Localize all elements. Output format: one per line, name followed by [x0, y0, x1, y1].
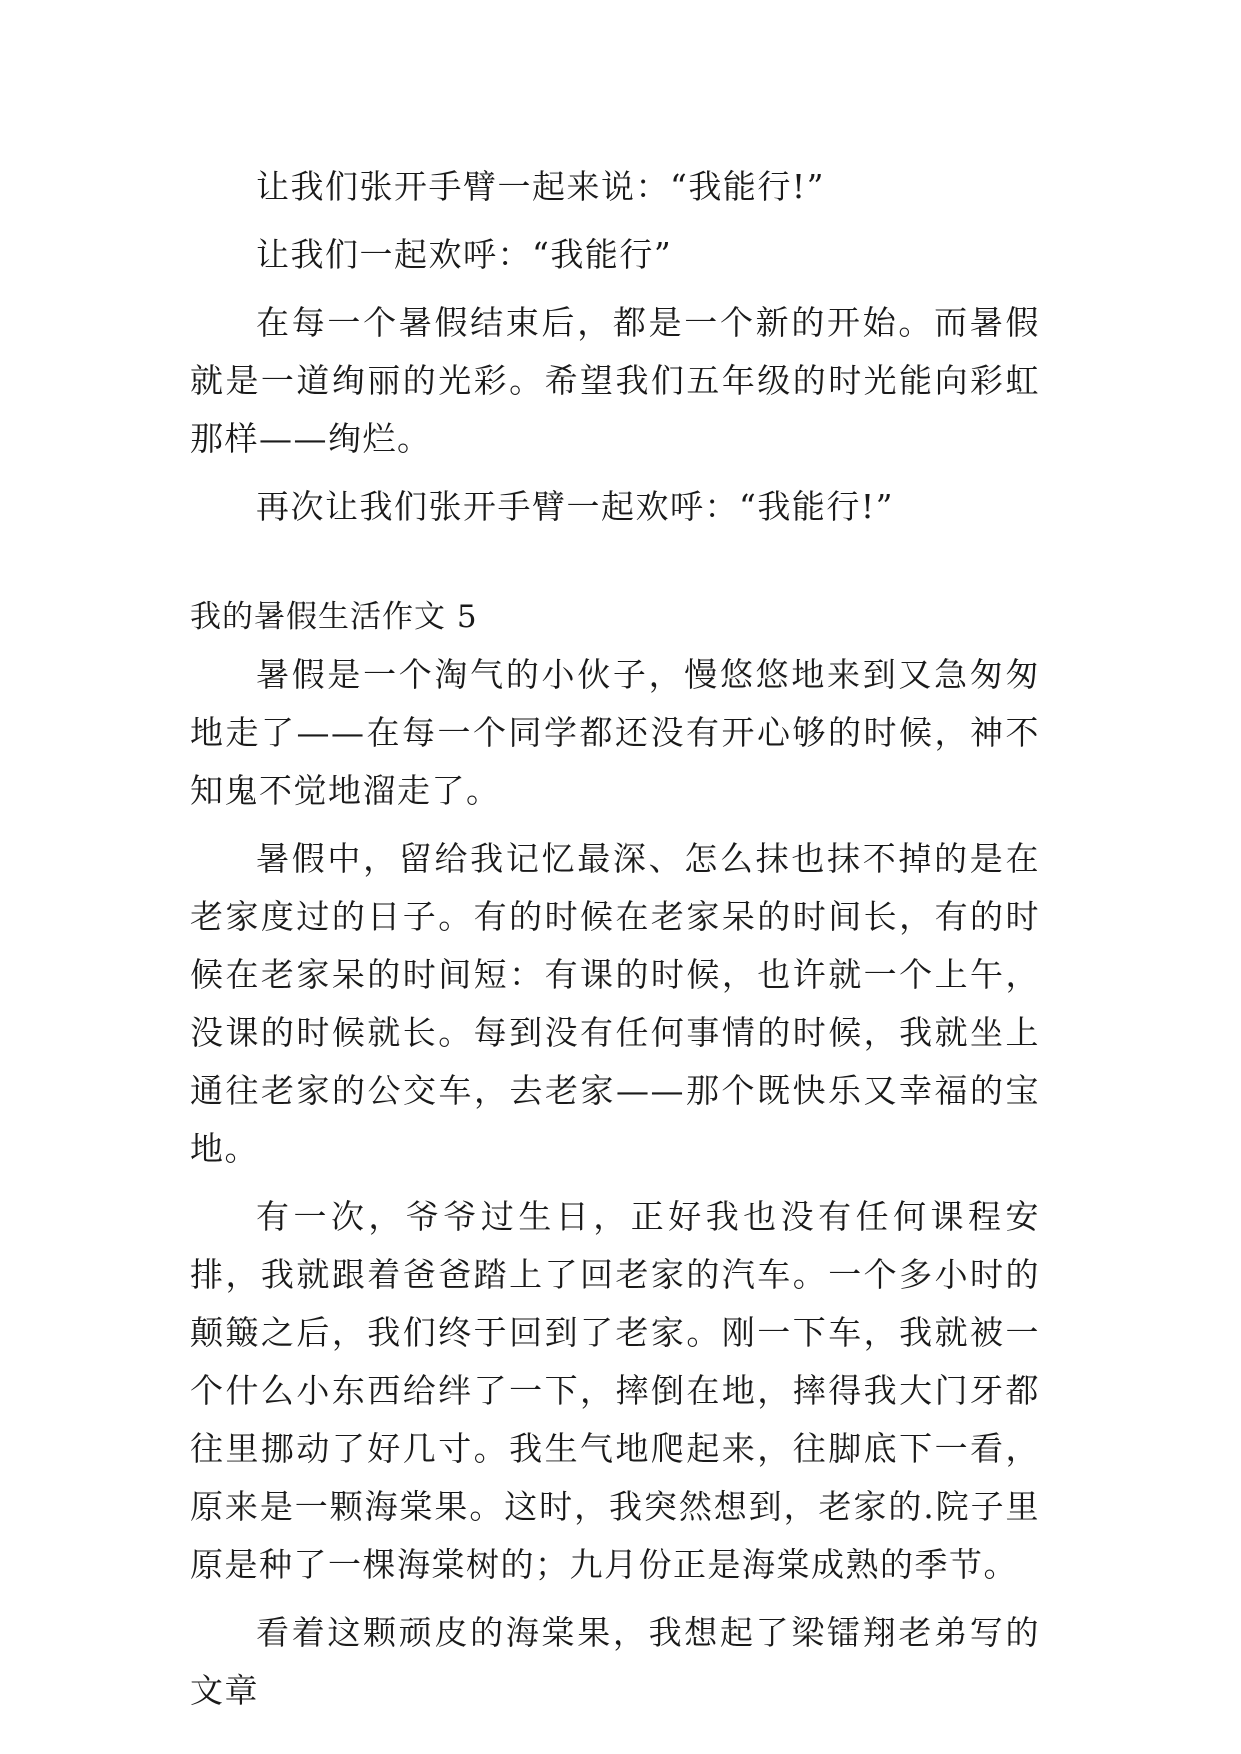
paragraph: 让我们张开手臂一起来说：“我能行!”	[256, 167, 826, 206]
paragraph: 暑假中，留给我记忆最深、怎么抹也抹不掉的是在老家度过的日子。有的时候在老家呆的时间长，有的时候在老家呆的时间短：有课的时候，也许就一个上午，没课的时候就长。每到没有任何事情的时候，我就坐上通往老家的公交车，去老家——那个既快乐又幸福的宝地。	[190, 839, 1040, 1168]
paragraph: 暑假是一个淘气的小伙子，慢悠悠地来到又急匆匆地走了——在每一个同学都还没有开心够的时候，神不知鬼不觉地溜走了。	[190, 655, 1040, 810]
paragraph: 再次让我们张开手臂一起欢呼：“我能行!”	[256, 487, 895, 526]
paragraph: 在每一个暑假结束后，都是一个新的开始。而暑假就是一道绚丽的光彩。希望我们五年级的时光能向彩虹那样——绚烂。	[190, 303, 1040, 458]
document-body	[190, 158, 1040, 1720]
paragraph: 看着这颗顽皮的海棠果，我想起了梁镭翔老弟写的文章	[190, 1613, 1040, 1710]
section-title: 我的暑假生活作文 5	[190, 599, 478, 635]
paragraph: 有一次，爷爷过生日，正好我也没有任何课程安排，我就跟着爸爸踏上了回老家的汽车。一个多小时的颠簸之后，我们终于回到了老家。刚一下车，我就被一个什么小东西给绊了一下，摔倒在地，摔得我大门牙都往里挪动了好几寸。我生气地爬起来，往脚底下一看，原来是一颗海棠果。这时，我突然想到，老家的.院子里原是种了一棵海棠树的；九月份正是海棠成熟的季节。	[190, 1197, 1040, 1584]
paragraph: 让我们一起欢呼：“我能行”	[256, 235, 673, 274]
